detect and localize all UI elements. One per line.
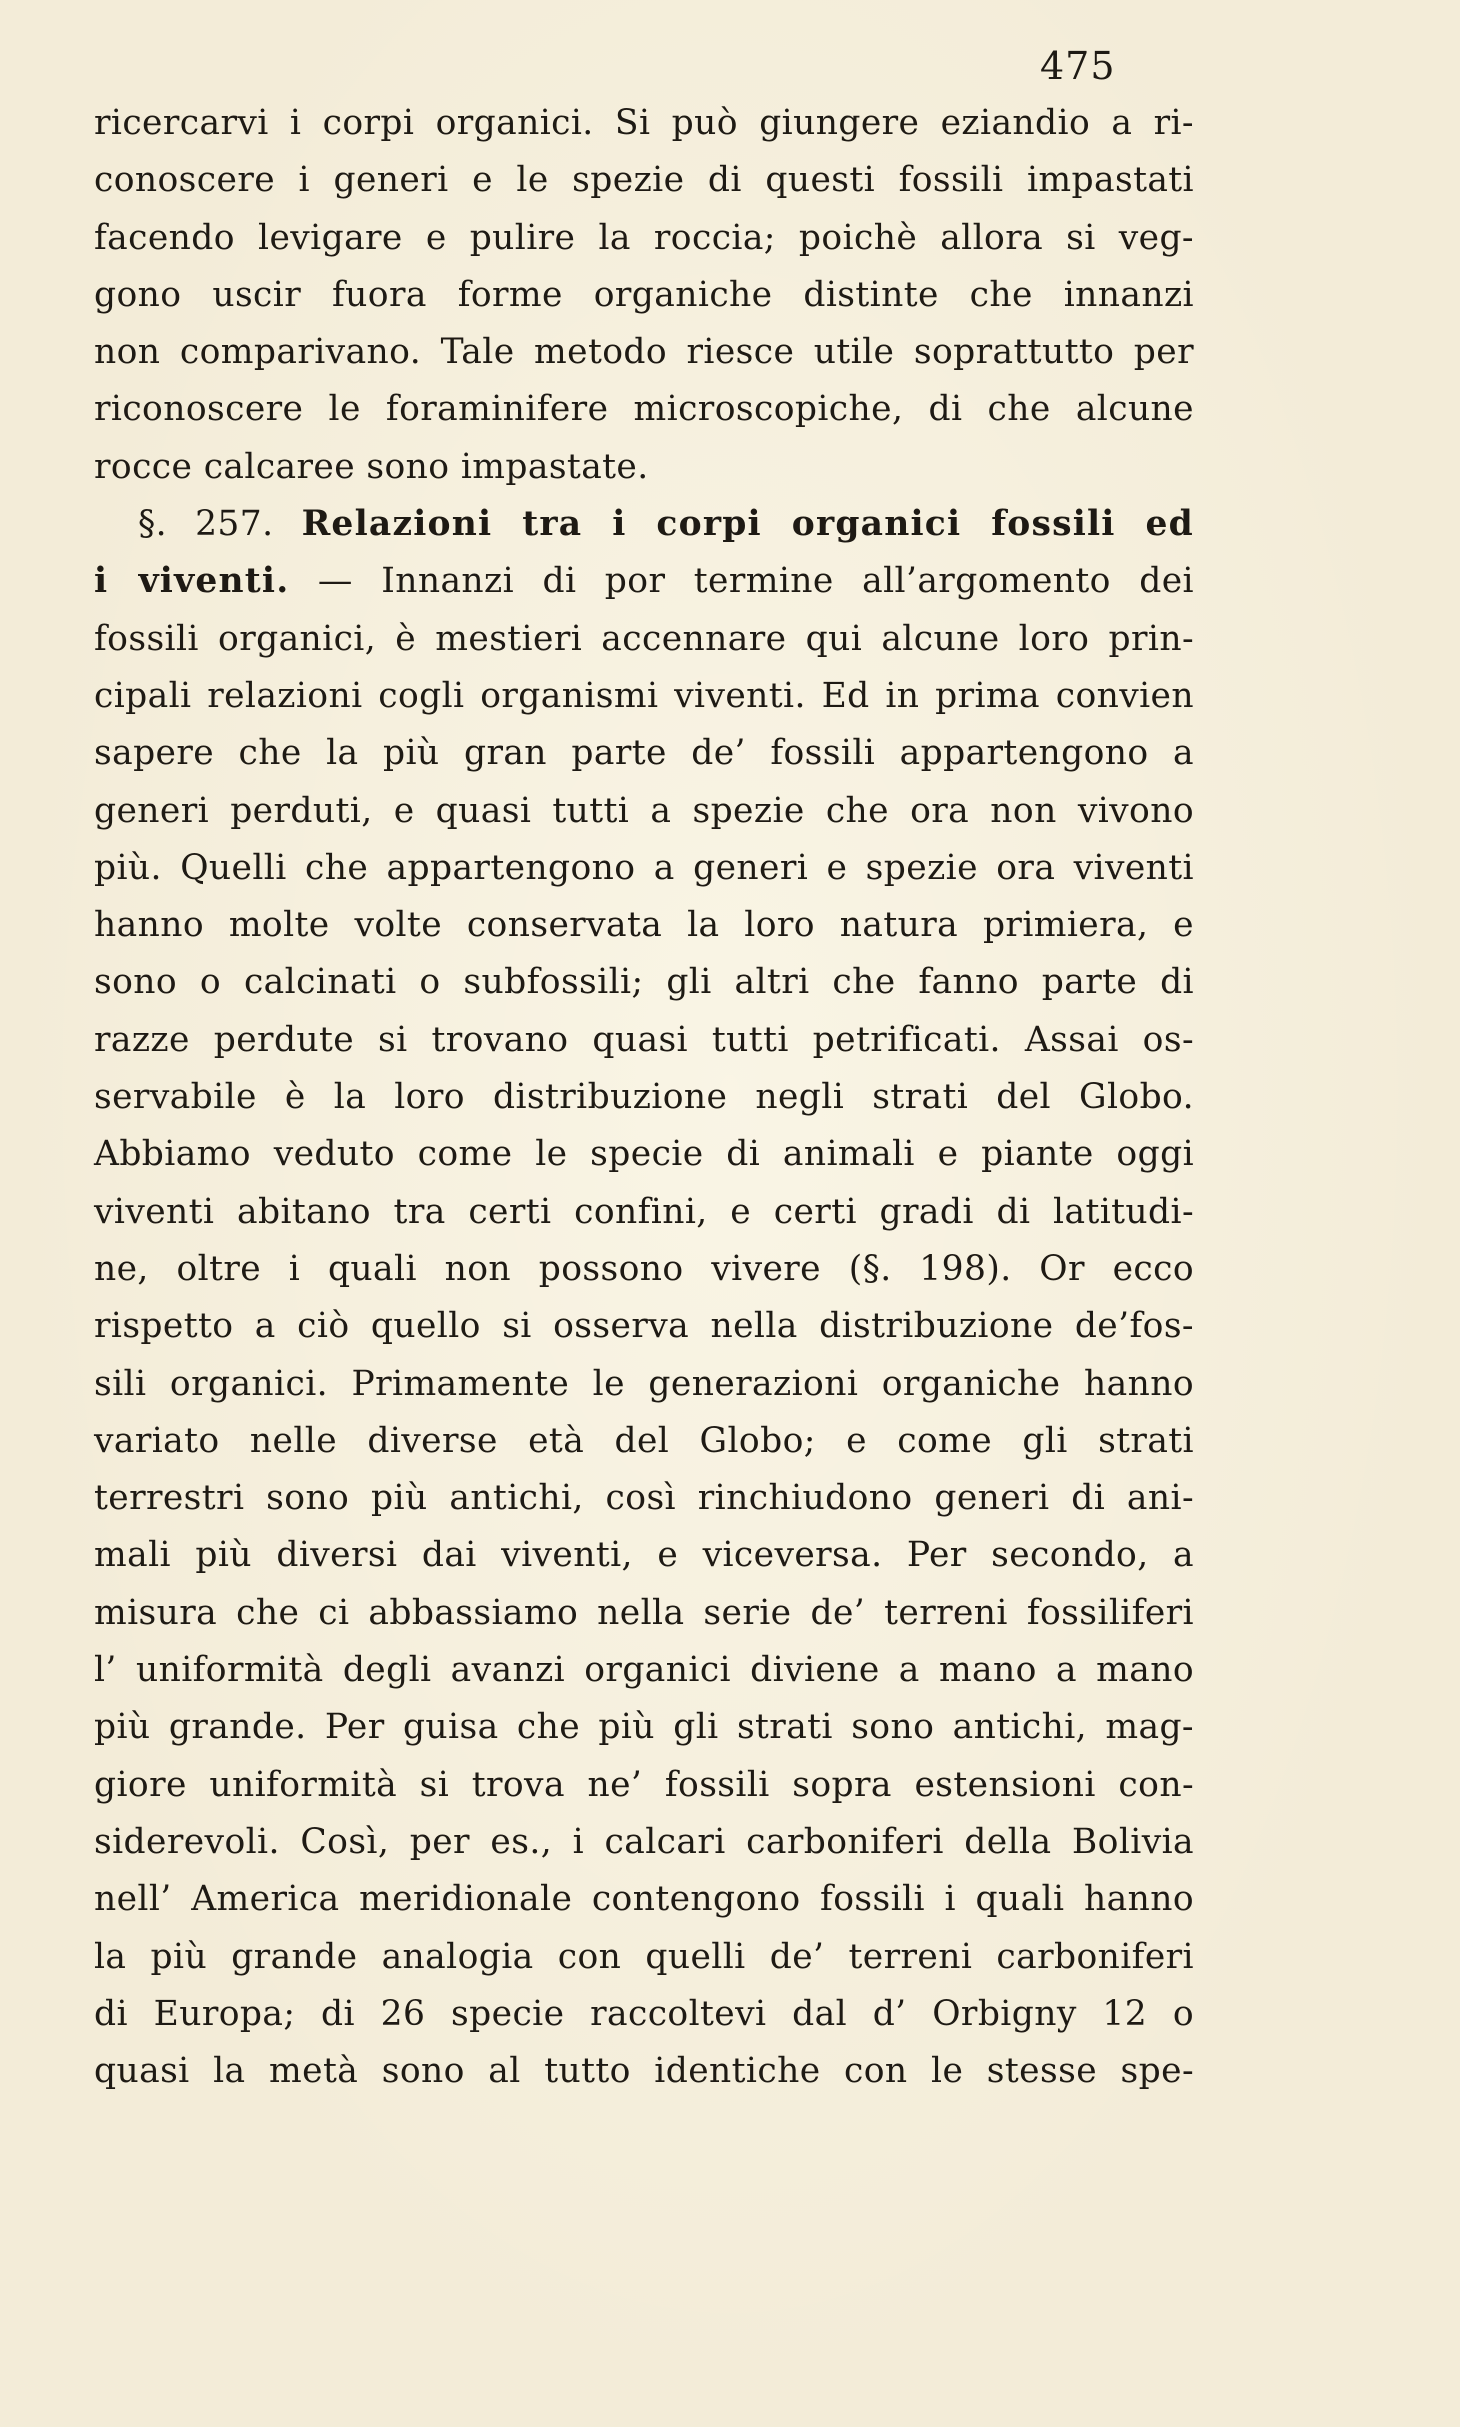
- text-line: fossili organici, è mestieri accennare qui alcune loro prin-: [94, 618, 1194, 659]
- text-line: ne, oltre i quali non possono vivere (§. 198). Or ecco: [94, 1248, 1194, 1289]
- text-line: variato nelle diverse età del Globo; e come gli strati: [94, 1420, 1194, 1461]
- text-line: siderevoli. Così, per es., i calcari carboniferi della Bolivia: [94, 1821, 1194, 1862]
- text-line: cipali relazioni cogli organismi viventi. Ed in prima convien: [94, 675, 1194, 716]
- text-line: giore uniformità si trova ne’ fossili sopra estensioni con-: [94, 1764, 1194, 1805]
- text-line: l’ uniformità degli avanzi organici diviene a mano a mano: [94, 1650, 1194, 1691]
- text-line: facendo levigare e pulire la roccia; poichè allora si veg-: [94, 217, 1194, 258]
- text-line: sapere che la più gran parte de’ fossili appartengono a: [94, 733, 1194, 774]
- text-line: quasi la metà sono al tutto identiche con le stesse spe-: [94, 2051, 1194, 2092]
- text-line: razze perdute si trovano quasi tutti petrificati. Assai os-: [94, 1019, 1194, 1060]
- section-heading: Relazioni tra i corpi organici fossili ed: [301, 504, 1194, 545]
- page-number: 475: [1040, 44, 1116, 88]
- section-257: [94, 496, 1194, 2100]
- text-line: rispetto a ciò quello si osserva nella distribuzione de’fos-: [94, 1306, 1194, 1347]
- section-heading-line: [94, 496, 1194, 553]
- text-line: servabile è la loro distribuzione negli strati del Globo.: [94, 1077, 1194, 1118]
- text-line: di Europa; di 26 specie raccoltevi dal d’ Orbigny 12 o: [94, 1993, 1194, 2034]
- text-line: riconoscere le foraminifere microscopiche, di che alcune: [94, 389, 1194, 430]
- text-line: non comparivano. Tale metodo riesce utile soprattutto per: [94, 332, 1194, 373]
- text-line: Abbiamo veduto come le specie di animali e piante oggi: [94, 1134, 1194, 1175]
- paragraph-1: [94, 95, 1194, 496]
- text-line: sono o calcinati o subfossili; gli altri che fanno parte di: [94, 962, 1194, 1003]
- text-line: gono uscir fuora forme organiche distinte che innanzi: [94, 274, 1194, 315]
- text-line: generi perduti, e quasi tutti a spezie che ora non vivono: [94, 790, 1194, 831]
- section-heading-line-2: [94, 553, 1194, 610]
- text-line: più grande. Per guisa che più gli strati sono antichi, mag-: [94, 1707, 1194, 1748]
- text-line: hanno molte volte conservata la loro natura primiera, e: [94, 905, 1194, 946]
- text-line: ricercarvi i corpi organici. Si può giungere eziandio a ri-: [94, 103, 1194, 143]
- text-line: nell’ America meridionale contengono fossili i quali hanno: [94, 1879, 1194, 1920]
- text-line: rocce calcaree sono impastate.: [94, 446, 649, 487]
- text-line-fragment: — Innanzi di por termine all’argomento dei: [317, 561, 1194, 602]
- text-line: viventi abitano tra certi confini, e certi gradi di latitudi-: [94, 1191, 1194, 1232]
- text-block: [94, 95, 1194, 2100]
- text-line: misura che ci abbassiamo nella serie de’ terreni fossiliferi: [94, 1592, 1194, 1633]
- text-line: mali più diversi dai viventi, e viceversa. Per secondo, a: [94, 1535, 1194, 1576]
- section-mark: §. 257.: [138, 504, 274, 545]
- text-line: sili organici. Primamente le generazioni organiche hanno: [94, 1363, 1194, 1404]
- text-line: conoscere i generi e le spezie di questi fossili impastati: [94, 160, 1194, 201]
- text-line: la più grande analogia con quelli de’ terreni carboniferi: [94, 1936, 1194, 1977]
- text-line: più. Quelli che appartengono a generi e spezie ora viventi: [94, 847, 1194, 888]
- text-line: terrestri sono più antichi, così rinchiudono generi di ani-: [94, 1478, 1194, 1519]
- section-heading-continued: i viventi.: [94, 561, 290, 602]
